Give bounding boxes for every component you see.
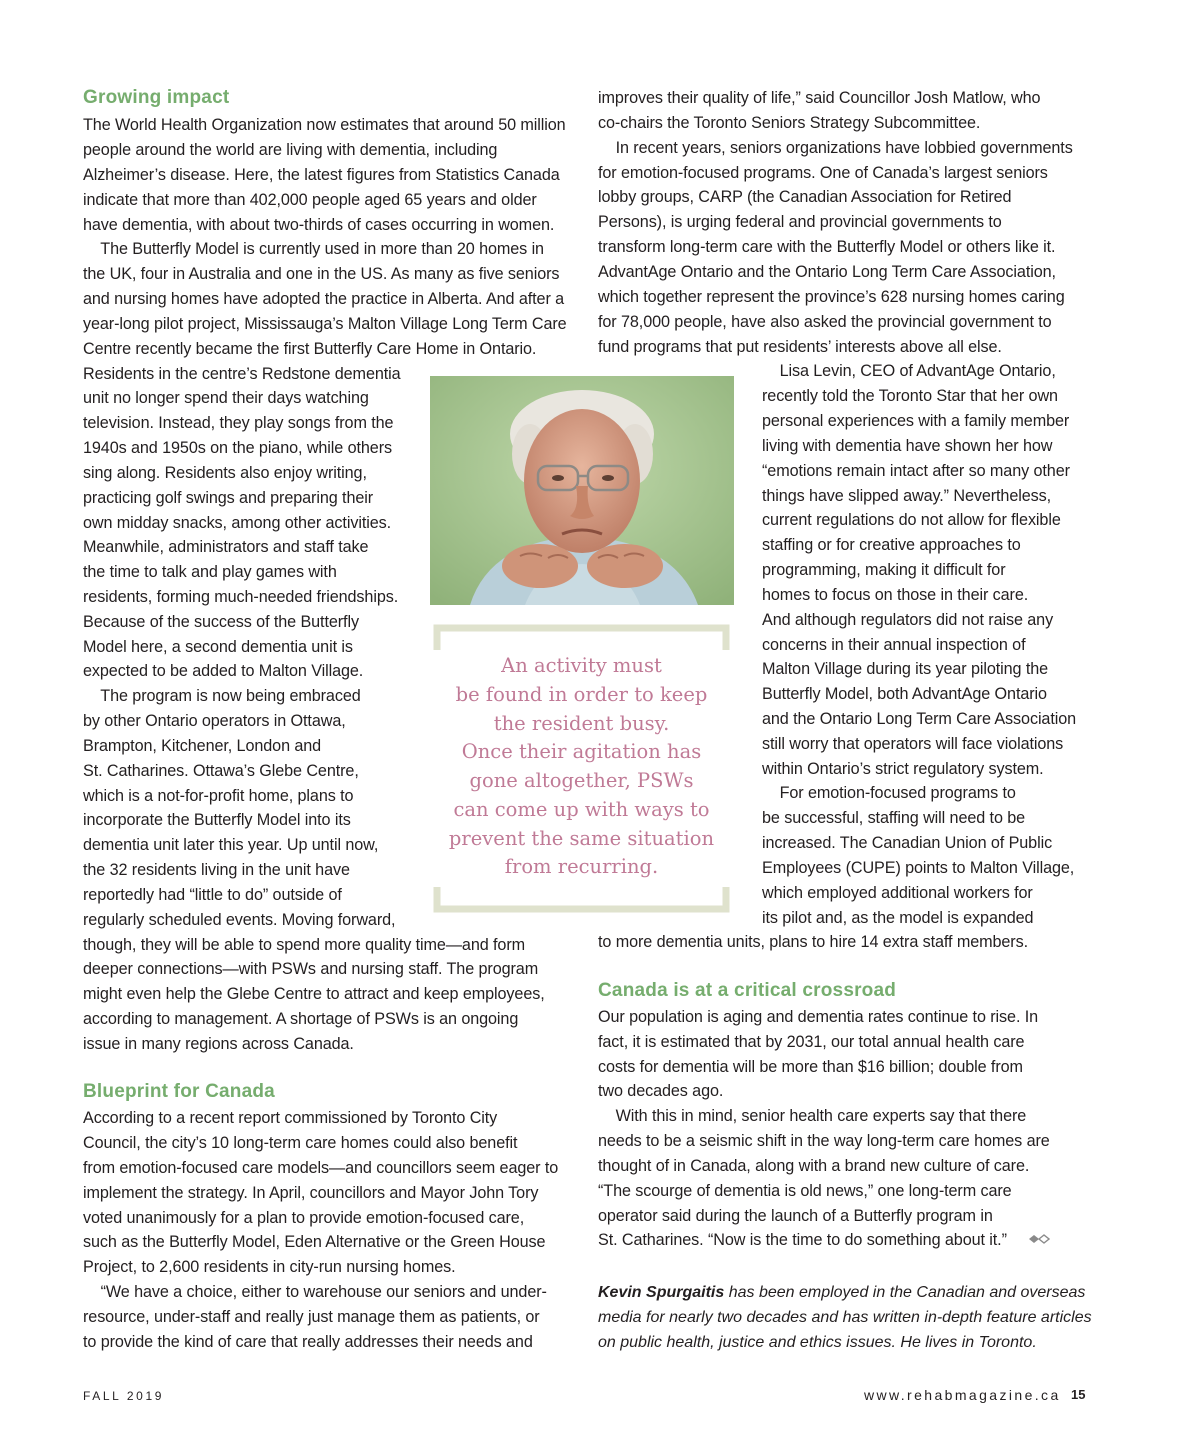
text-line: practicing golf swings and preparing their (83, 489, 374, 507)
text-line: co-chairs the Toronto Seniors Strategy Subcommittee. (598, 114, 981, 132)
text-line: Because of the success of the Butterfly (83, 613, 359, 631)
pull-quote-line: can come up with ways to (453, 798, 710, 821)
text-line: For emotion-focused programs to (762, 784, 1016, 802)
text-line: its pilot and, as the model is expanded (762, 909, 1034, 927)
website-link[interactable]: www.rehabmagazine.ca (864, 1387, 1061, 1403)
text-line: be successful, staffing will need to be (762, 809, 1026, 827)
text-line: the 32 residents living in the unit have (83, 861, 350, 879)
text-line: Our population is aging and dementia rates continue to rise. In (598, 1008, 1039, 1026)
text-line: television. Instead, they play songs from the (83, 414, 394, 432)
text-line: voted unanimously for a plan to provide emotion-focused care, (83, 1209, 525, 1227)
text-line: And although regulators did not raise any (762, 611, 1054, 629)
heading-growing-impact: Growing impact (83, 87, 230, 108)
text-line: incorporate the Butterfly Model into its (83, 811, 351, 829)
text-line: Project, to 2,600 residents in city-run nursing homes. (83, 1258, 456, 1276)
text-line: and the Ontario Long Term Care Association (762, 710, 1077, 728)
text-line: still worry that operators will face violations (762, 735, 1064, 753)
text-line: though, they will be able to spend more quality time—and form (83, 936, 525, 954)
text-line: two decades ago. (598, 1082, 724, 1100)
text-line: reportedly had “little to do” outside of (83, 886, 342, 904)
byline-line: on public health, justice and ethics issues. He lives in Toronto. (598, 1334, 1037, 1351)
text-line: and nursing homes have adopted the practice in Alberta. And after a (83, 290, 565, 308)
text-line: sing along. Residents also enjoy writing, (83, 464, 367, 482)
text-line: staffing or for creative approaches to (762, 536, 1021, 554)
text-line: “We have a choice, either to warehouse our seniors and under- (83, 1283, 547, 1301)
issue-label: FALL 2019 (83, 1389, 165, 1403)
text-line: With this in mind, senior health care experts say that there (598, 1107, 1027, 1125)
text-line: for emotion-focused programs. One of Canada’s largest seniors (598, 164, 1048, 182)
text-line: living with dementia have shown her how (762, 437, 1053, 455)
text-line: Brampton, Kitchener, London and (83, 737, 322, 755)
heading-blueprint-for-canada: Blueprint for Canada (83, 1081, 275, 1102)
text-line: which employed additional workers for (762, 884, 1033, 902)
text-line: “The scourge of dementia is old news,” one long-term care (598, 1182, 1012, 1200)
text-line: which together represent the province’s 628 nursing homes caring (598, 288, 1065, 306)
text-line: homes to focus on those in their care. (762, 586, 1029, 604)
elderly-man-photo (430, 376, 734, 605)
text-line: personal experiences with a family member (762, 412, 1070, 430)
text-line: Alzheimer’s disease. Here, the latest figures from Statistics Canada (83, 166, 560, 184)
text-line: “emotions remain intact after so many other (762, 462, 1070, 480)
text-line: increased. The Canadian Union of Public (762, 834, 1053, 852)
text-line: Meanwhile, administrators and staff take (83, 538, 369, 556)
text-line: regularly scheduled events. Moving forward, (83, 911, 396, 929)
text-line: according to management. A shortage of PSWs is an ongoing (83, 1010, 519, 1028)
text-line: The program is now being embraced (83, 687, 361, 705)
page-number: 15 (1071, 1387, 1086, 1402)
text-line: current regulations do not allow for flexible (762, 511, 1061, 529)
text-line: have dementia, with about two-thirds of cases occurring in women. (83, 216, 555, 234)
text-line: by other Ontario operators in Ottawa, (83, 712, 346, 730)
text-line: The World Health Organization now estimates that around 50 million (83, 116, 566, 134)
text-line: things have slipped away.” Nevertheless, (762, 487, 1052, 505)
text-line: own midday snacks, among other activities. (83, 514, 392, 532)
text-line: Employees (CUPE) points to Malton Village, (762, 859, 1075, 877)
text-line: Model here, a second dementia unit is (83, 638, 353, 656)
pull-quote-line: from recurring. (504, 855, 659, 878)
text-line: AdvantAge Ontario and the Ontario Long Term Care Association, (598, 263, 1056, 281)
text-line: According to a recent report commissioned by Toronto City (83, 1109, 498, 1127)
text-line: to provide the kind of care that really addresses their needs and (83, 1333, 533, 1351)
text-line: deeper connections—with PSWs and nursing staff. The program (83, 960, 539, 978)
text-line: Malton Village during its year piloting the (762, 660, 1049, 678)
text-line: lobby groups, CARP (the Canadian Association for Retired (598, 188, 1012, 206)
text-line: Residents in the centre’s Redstone dementia (83, 365, 401, 383)
text-line: for 78,000 people, have also asked the provincial government to (598, 313, 1052, 331)
pull-quote-line: prevent the same situation (448, 827, 715, 850)
pull-quote-line: be found in order to keep (455, 683, 708, 706)
text-line: implement the strategy. In April, councillors and Mayor John Tory (83, 1184, 539, 1202)
text-line: thought of in Canada, along with a brand new culture of care. (598, 1157, 1030, 1175)
pull-quote-line: gone altogether, PSWs (469, 769, 694, 792)
pull-quote-line: Once their agitation has (461, 740, 702, 763)
text-line: expected to be added to Malton Village. (83, 662, 364, 680)
text-line: dementia unit later this year. Up until now, (83, 836, 379, 854)
text-line: Centre recently became the first Butterfly Care Home in Ontario. (83, 340, 537, 358)
text-line: resource, under-staff and really just manage them as patients, or (83, 1308, 540, 1326)
text-line: issue in many regions across Canada. (83, 1035, 354, 1053)
text-line: to more dementia units, plans to hire 14 extra staff members. (598, 933, 1028, 951)
text-line: indicate that more than 402,000 people aged 65 years and older (83, 191, 537, 209)
text-line: operator said during the launch of a Butterfly program in (598, 1207, 993, 1225)
text-line: needs to be a seismic shift in the way long-term care homes are (598, 1132, 1050, 1150)
heading-critical-crossroad: Canada is at a critical crossroad (598, 980, 897, 1001)
pull-quote-line: An activity must (501, 654, 662, 677)
text-line: people around the world are living with dementia, including (83, 141, 498, 159)
byline-line (598, 1280, 1085, 1305)
byline-text: has been employed in the Canadian and overseas (724, 1284, 1086, 1301)
text-line: St. Catharines. Ottawa’s Glebe Centre, (83, 762, 359, 780)
text-line: transform long-term care with the Butterfly Model or others like it. (598, 238, 1056, 256)
text-line: residents, forming much-needed friendships. (83, 588, 399, 606)
text-line: fund programs that put residents’ interests above all else. (598, 338, 1002, 356)
text-line: from emotion-focused care models—and councillors seem eager to (83, 1159, 559, 1177)
pull-quote-line: the resident busy. (493, 712, 670, 735)
text-line: might even help the Glebe Centre to attract and keep employees, (83, 985, 545, 1003)
text-line: Persons), is urging federal and provincial governments to (598, 213, 1002, 231)
text-line: the UK, four in Australia and one in the US. As many as five seniors (83, 265, 560, 283)
text-line: In recent years, seniors organizations have lobbied governments (598, 139, 1073, 157)
text-line: which is a not-for-profit home, plans to (83, 787, 354, 805)
byline-line: media for nearly two decades and has written in-depth feature articles (598, 1309, 1092, 1326)
text-line: within Ontario’s strict regulatory system. (762, 760, 1044, 778)
text-line: costs for dementia will be more than $16 billion; double from (598, 1058, 1023, 1076)
text-line: such as the Butterfly Model, Eden Alternative or the Green House (83, 1233, 546, 1251)
text-line: Council, the city’s 10 long-term care homes could also benefit (83, 1134, 518, 1152)
text-line: Butterfly Model, both AdvantAge Ontario (762, 685, 1047, 703)
text-line: year-long pilot project, Mississauga’s Malton Village Long Term Care (83, 315, 567, 333)
text-line: the time to talk and play games with (83, 563, 337, 581)
text-line: concerns in their annual inspection of (762, 636, 1026, 654)
text-line: 1940s and 1950s on the piano, while others (83, 439, 392, 457)
author-name: Kevin Spurgaitis (598, 1284, 725, 1301)
pull-quote (433, 624, 730, 913)
text-line: programming, making it difficult for (762, 561, 1006, 579)
text-line: recently told the Toronto Star that her own (762, 387, 1058, 405)
end-mark-icon (1028, 1233, 1050, 1245)
text-line: improves their quality of life,” said Councillor Josh Matlow, who (598, 89, 1041, 107)
text-line: St. Catharines. “Now is the time to do something about it.” (598, 1231, 1007, 1249)
text-line: unit no longer spend their days watching (83, 389, 369, 407)
text-line: The Butterfly Model is currently used in more than 20 homes in (83, 240, 544, 258)
text-line: fact, it is estimated that by 2031, our total annual health care (598, 1033, 1025, 1051)
text-line: Lisa Levin, CEO of AdvantAge Ontario, (762, 362, 1056, 380)
elderly-man-photo-icon (430, 376, 734, 605)
